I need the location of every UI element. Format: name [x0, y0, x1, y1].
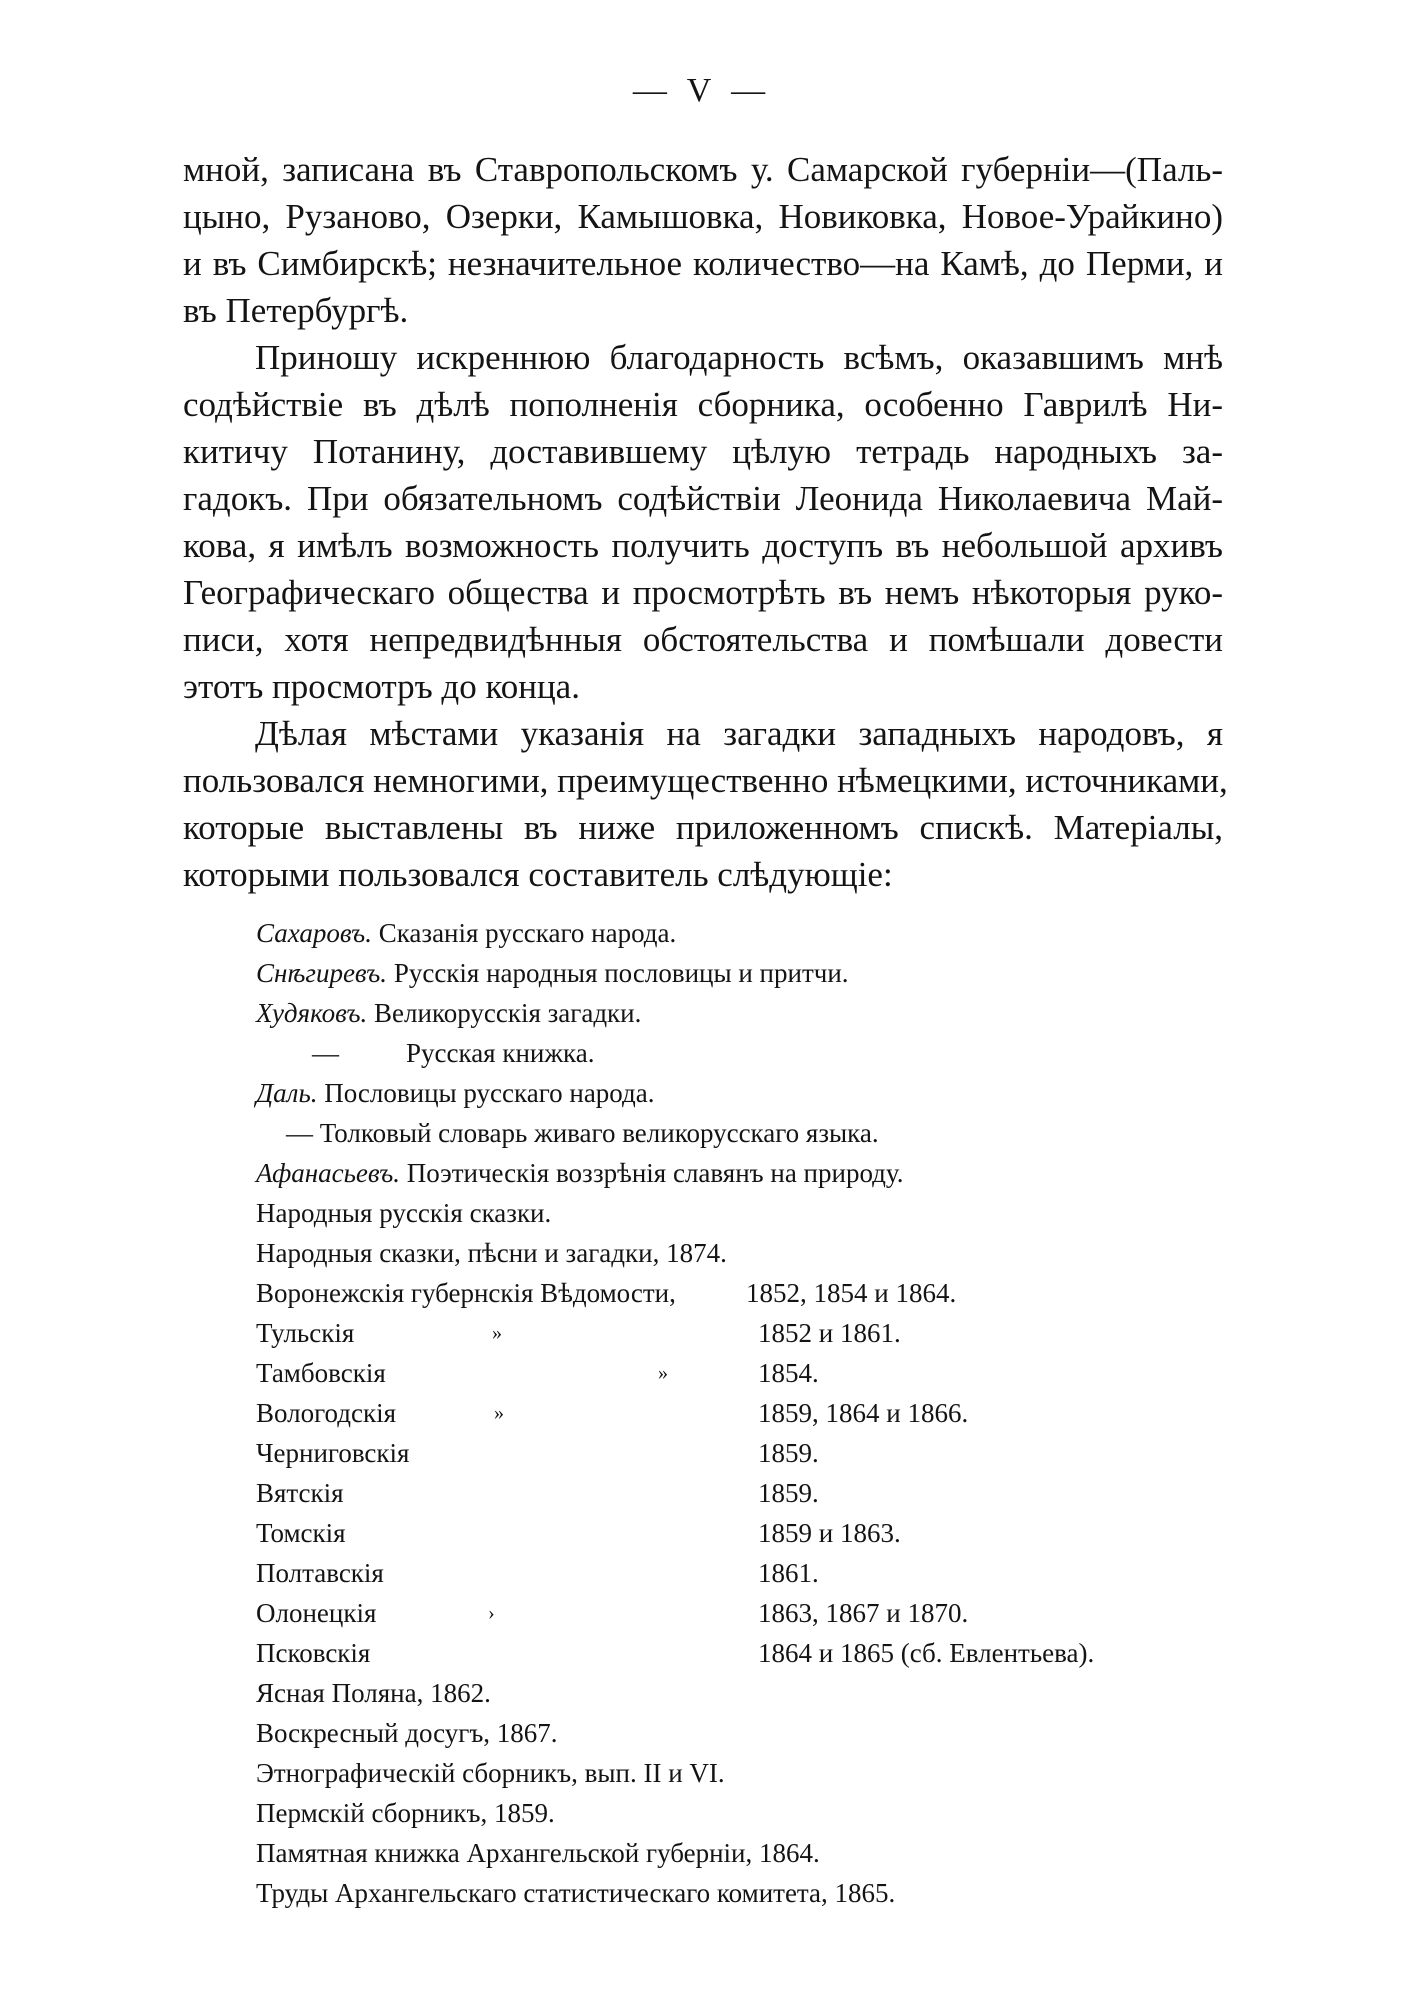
gazette-years: 1854. [758, 1358, 819, 1388]
text-line: китичу Потанину, доставившему цѣлую тетрадь народныхъ за- [183, 432, 1223, 471]
gazette-name: Воронежскія губернскія Вѣдомости, [256, 1278, 676, 1308]
gazette-entry [256, 1273, 1206, 1313]
source-entry: Этнографическій сборникъ, вып. II и VI. [256, 1758, 725, 1788]
gazette-years: 1861. [758, 1558, 819, 1588]
text-line: содѣйствіе въ дѣлѣ пополненія сборника, особенно Гаврилѣ Ни- [183, 385, 1223, 424]
text-line: этотъ просмотръ до конца. [183, 667, 580, 706]
text-line: цыно, Рузаново, Озерки, Камышовка, Новиковка, Новое-Урайкино) [183, 197, 1223, 236]
page-number: — V — [632, 72, 772, 109]
gazette-years: 1859. [758, 1438, 819, 1468]
source-entry: Народныя русскія сказки. [256, 1198, 552, 1228]
gazette-years: 1863, 1867 и 1870. [758, 1598, 969, 1628]
source-author: Худяковъ. [256, 998, 368, 1028]
gazette-entry [256, 1473, 1206, 1513]
source-entry: Труды Архангельскаго статистическаго комитета, 1865. [256, 1878, 896, 1908]
gazette-entry [256, 1633, 1206, 1673]
source-work: Сказанія русскаго народа. [378, 918, 677, 948]
source-entry [256, 993, 1206, 1033]
gazette-entry [256, 1353, 1206, 1393]
gazette-entry [256, 1313, 1206, 1353]
source-entry: Памятная книжка Архангельской губерніи, 1864. [256, 1838, 820, 1868]
gazette-years: 1859. [758, 1478, 819, 1508]
gazette-name: Вятскія [256, 1478, 344, 1508]
source-work: Пословицы русскаго народа. [324, 1078, 655, 1108]
sources-list [256, 913, 1206, 1913]
ditto-mark: » [492, 1322, 502, 1344]
gazette-name: Вологодскія [256, 1398, 397, 1428]
gazette-name: Томскія [256, 1518, 346, 1548]
source-entry [256, 1113, 1206, 1153]
source-entry [256, 1033, 1206, 1073]
source-entry [256, 913, 1206, 953]
gazette-entry [256, 1393, 1206, 1433]
gazette-name: Тульскія [256, 1318, 355, 1348]
source-author: Афанасьевъ. [256, 1158, 401, 1188]
text-line: пользовался немногими, преимущественно нѣмецкими, источниками, [183, 761, 1228, 800]
source-entry [256, 953, 1206, 993]
gazette-years: 1859 и 1863. [758, 1518, 901, 1548]
source-author: Даль. [256, 1078, 318, 1108]
source-work: Толковый словарь живаго великорусскаго языка. [319, 1118, 879, 1148]
source-entry: Воскресный досугъ, 1867. [256, 1718, 558, 1748]
source-work: Русская книжка. [406, 1038, 595, 1068]
source-entry: Ясная Поляна, 1862. [256, 1678, 491, 1708]
ditto-mark: › [488, 1602, 495, 1624]
text-line: Дѣлая мѣстами указанія на загадки западныхъ народовъ, я [255, 714, 1223, 753]
body-text [183, 146, 1228, 898]
source-entry: Пермскій сборникъ, 1859. [256, 1798, 555, 1828]
text-line: писи, хотя непредвидѣнныя обстоятельства и помѣшали довести [183, 620, 1223, 659]
text-line: въ Петербургѣ. [183, 291, 409, 330]
gazette-years: 1864 и 1865 (сб. Евлентьева). [758, 1638, 1095, 1668]
gazette-years: 1852, 1854 и 1864. [746, 1278, 957, 1308]
gazette-years: 1859, 1864 и 1866. [758, 1398, 969, 1428]
text-line: Географическаго общества и просмотрѣть въ немъ нѣкоторыя руко- [183, 573, 1223, 612]
gazette-name: Черниговскія [256, 1438, 410, 1468]
gazette-years: 1852 и 1861. [758, 1318, 901, 1348]
text-line: кова, я имѣлъ возможность получить доступъ въ небольшой архивъ [183, 526, 1223, 565]
source-work: Поэтическія воззрѣнія славянъ на природу. [406, 1158, 904, 1188]
ditto-mark: » [494, 1402, 504, 1424]
ditto-mark: » [658, 1362, 668, 1384]
text-line: и въ Симбирскѣ; незначительное количество—на Камѣ, до Перми, и [183, 244, 1223, 283]
text-line: мной, записана въ Ставропольскомъ у. Самарской губерніи—(Паль- [183, 150, 1223, 189]
gazette-entry [256, 1433, 1206, 1473]
gazette-name: Полтавскія [256, 1558, 384, 1588]
source-author: Снѣгиревъ. [256, 958, 388, 988]
gazette-entry [256, 1553, 1206, 1593]
gazette-name: Тамбовскія [256, 1358, 386, 1388]
gazette-name: Олонецкія [256, 1598, 377, 1628]
ditto-dash: — [312, 1038, 339, 1068]
paragraph [183, 334, 1223, 710]
text-line: гадокъ. При обязательномъ содѣйствіи Леонида Николаевича Май- [183, 479, 1223, 518]
paragraph [183, 710, 1228, 898]
gazette-name: Псковскія [256, 1638, 371, 1668]
text-line: Приношу искреннюю благодарность всѣмъ, оказавшимъ мнѣ [255, 338, 1223, 377]
source-author: Сахаровъ. [256, 918, 372, 948]
source-entry [256, 1153, 1206, 1193]
gazette-entry [256, 1513, 1206, 1553]
gazette-entry [256, 1593, 1206, 1633]
source-entry: Народныя сказки, пѣсни и загадки, 1874. [256, 1238, 727, 1268]
paragraph [183, 146, 1223, 334]
text-line: которые выставлены въ ниже приложенномъ спискѣ. Матеріалы, [183, 808, 1223, 847]
source-work: Русскія народныя пословицы и притчи. [393, 958, 849, 988]
source-entry [256, 1073, 1206, 1113]
ditto-dash: — [286, 1118, 313, 1148]
text-line: которыми пользовался составитель слѣдующіе: [183, 855, 893, 894]
source-work: Великорусскія загадки. [374, 998, 642, 1028]
